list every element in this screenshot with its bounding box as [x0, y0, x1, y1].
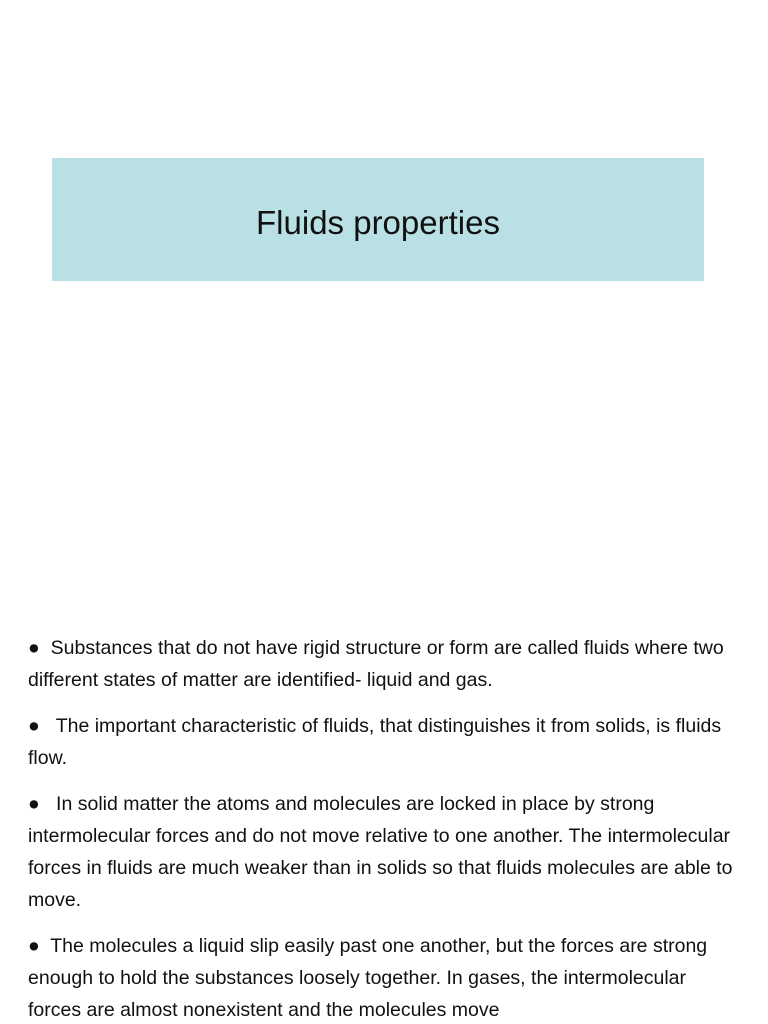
- paragraph-text: The important characteristic of fluids, that distinguishes it from solids, is fluids flow.: [28, 715, 722, 769]
- bullet-icon: ●: [28, 935, 40, 957]
- page-title: Fluids properties: [256, 203, 500, 241]
- paragraph-text: The molecules a liquid slip easily past one another, but the forces are strong enough to hold the substances loosely together. In gases, the intermolecular forces are almost nonexistent and the molecules move: [28, 935, 708, 1021]
- paragraph-3: [28, 788, 734, 916]
- bullet-icon: ●: [28, 793, 40, 815]
- paragraph-text: In solid matter the atoms and molecules are locked in place by strong intermolecular forces and do not move relative to one another. The intermolecular forces in fluids are much weaker than in solids so that fluids molecules are able to move.: [28, 793, 733, 911]
- document-body: [28, 632, 734, 1024]
- title-banner: [52, 158, 704, 281]
- bullet-icon: ●: [28, 637, 40, 659]
- bullet-icon: ●: [28, 715, 40, 737]
- paragraph-2: [28, 710, 734, 774]
- paragraph-4: [28, 930, 734, 1024]
- paragraph-1: [28, 632, 734, 696]
- paragraph-text: Substances that do not have rigid structure or form are called fluids where two different states of matter are identified- liquid and gas.: [28, 637, 724, 691]
